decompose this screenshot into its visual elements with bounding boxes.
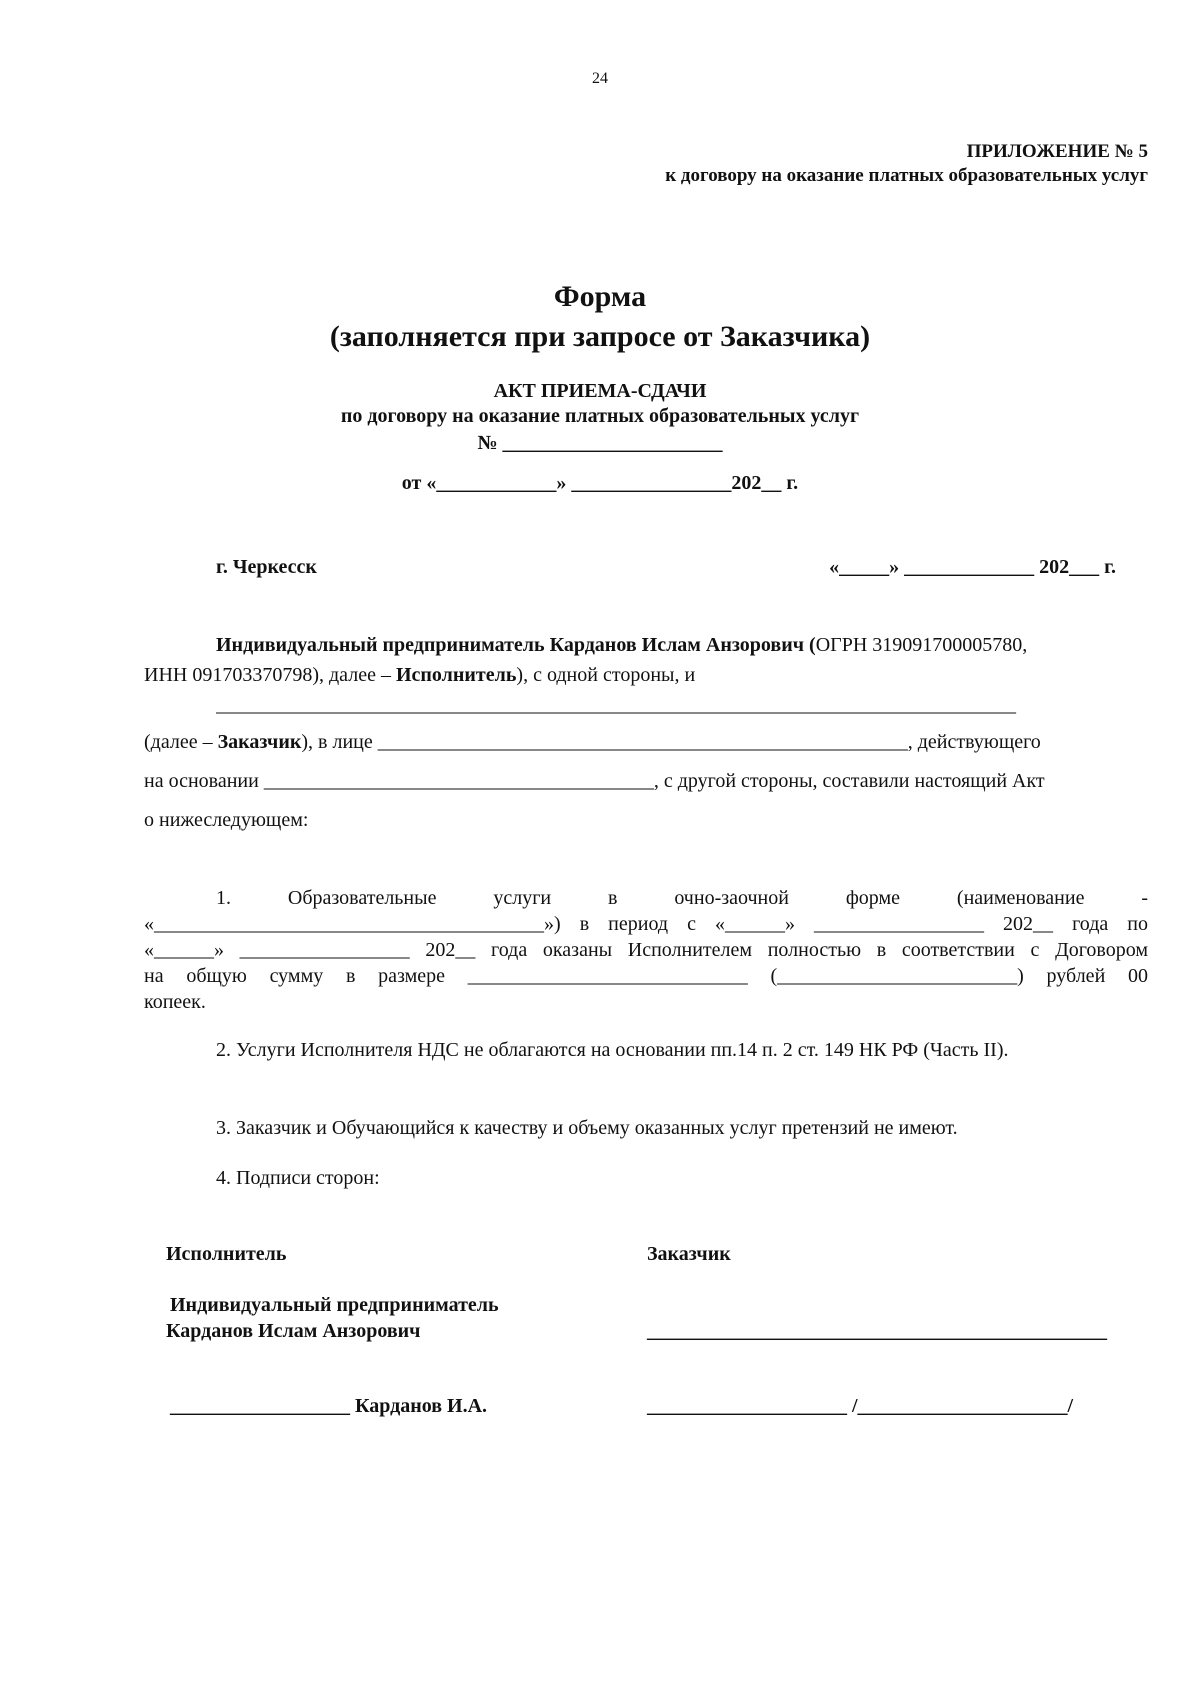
act-title: АКТ ПРИЕМА-СДАЧИ <box>493 380 707 402</box>
item-2: 2. Услуги Исполнителя НДС не облагаются на основании пп.14 п. 2 ст. 149 НК РФ (Часть II). <box>216 1039 1009 1061</box>
customer-label: Заказчик <box>647 1243 731 1265</box>
contract-number-field: № ______________________ <box>477 432 723 454</box>
executor-full-name: Карданов Ислам Анзорович <box>166 1320 421 1342</box>
executor-short-name: Карданов И.А. <box>355 1395 488 1417</box>
city: г. Черкесск <box>216 556 317 578</box>
intro-text: (далее – <box>144 731 218 753</box>
item-1-line: на общую сумму в размере ____________________________ (________________________) рублей 00 <box>144 965 1148 987</box>
form-heading: Форма <box>553 280 647 313</box>
appendix-title: ПРИЛОЖЕНИЕ № 5 <box>966 141 1148 162</box>
contract-date-field: от «____________» ________________202__ г. <box>401 472 799 494</box>
item-1 <box>144 885 1148 1015</box>
inn-text: ИНН 091703370798), далее – <box>144 664 396 686</box>
executor-signature-field: __________________ <box>170 1395 350 1417</box>
item-1-line: «_______________________________________») в период с «______» _________________ 202__ года по <box>144 913 1148 935</box>
executor-name: Индивидуальный предприниматель Карданов Ислам Анзорович ( <box>216 634 816 656</box>
executor-signature <box>170 1395 487 1418</box>
form-note: (заполняется при запросе от Заказчика) <box>329 320 871 353</box>
ogrn: ОГРН 319091700005780, <box>815 634 1028 656</box>
intro-line-3 <box>144 731 1041 754</box>
executor-term: Исполнитель <box>395 664 517 686</box>
intro-line-2 <box>144 664 695 687</box>
customer-signature-field: ____________________ /_____________________/ <box>647 1395 1074 1417</box>
act-date-field: «_____» _____________ 202___ г. <box>829 556 1116 578</box>
appendix-subtitle: к договору на оказание платных образовательных услуг <box>665 165 1148 186</box>
executor-title: Индивидуальный предприниматель <box>170 1294 499 1316</box>
intro-line-5: о нижеследующем: <box>144 809 309 831</box>
item-3: 3. Заказчик и Обучающийся к качеству и объему оказанных услуг претензий не имеют. <box>216 1117 958 1139</box>
customer-name-signature-field: ______________________________________________ <box>647 1320 1107 1342</box>
basis-field: на основании _______________________________________, с другой стороны, составили настоящий Акт <box>144 770 1045 792</box>
item-1-line: 1. Образовательные услуги в очно-заочной форме (наименование - <box>216 887 1148 909</box>
customer-name-field: ________________________________________________________________________________ <box>216 694 1016 716</box>
item-1-line: «______» _________________ 202__ года оказаны Исполнителем полностью в соответствии с Договором <box>144 939 1148 961</box>
intro-line-1 <box>216 634 1027 657</box>
item-1-line: копеек. <box>144 991 206 1013</box>
item-4: 4. Подписи сторон: <box>216 1167 380 1189</box>
act-subtitle: по договору на оказание платных образовательных услуг <box>340 405 860 427</box>
customer-term: Заказчик <box>217 731 302 753</box>
page-number: 24 <box>592 70 608 87</box>
intro-text: ), с одной стороны, и <box>516 664 696 686</box>
representative-field: ), в лице _____________________________________________________, действующего <box>301 731 1041 753</box>
executor-label: Исполнитель <box>166 1243 287 1265</box>
